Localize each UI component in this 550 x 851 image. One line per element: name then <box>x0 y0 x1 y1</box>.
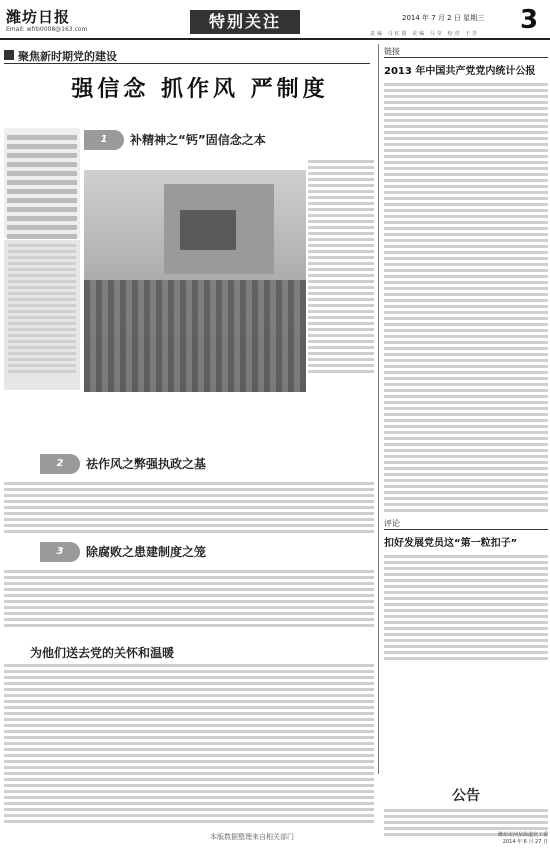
section-2-title: 祛作风之弊强执政之基 <box>86 457 207 471</box>
flag-icon <box>180 210 236 250</box>
page-header <box>0 0 550 40</box>
crowd-shape <box>84 280 306 392</box>
section-title: 特别关注 <box>190 10 300 34</box>
bottom-article-title: 为他们送去党的关怀和温暖 <box>30 646 175 660</box>
section-1-body-col3 <box>308 160 374 376</box>
section-3-title: 除腐败之患建制度之笼 <box>86 545 207 559</box>
header-email: Email: wfrb0008@163.com <box>6 26 88 33</box>
notice-signature: 潍坊市河东街道党工委 2014 年 6 月 27 日 <box>497 832 548 845</box>
bottom-article-body <box>4 664 374 826</box>
notice-box <box>384 785 548 845</box>
section-1-badge: 1 <box>84 130 124 150</box>
theme-square-icon <box>4 50 14 60</box>
staff-credits: 责编 马红霞 美编 马莹 校对 于芳 <box>370 31 479 37</box>
section-1-title: 补精神之“钙”固信念之本 <box>130 133 266 147</box>
section-3-header <box>40 540 370 566</box>
page-number: 3 <box>520 5 539 35</box>
comment-section-label: 评论 <box>384 518 548 530</box>
intro-box <box>4 128 80 238</box>
main-headline: 强信念 抓作风 严制度 <box>71 76 329 102</box>
theme-bar <box>4 48 370 64</box>
section-3-badge: 3 <box>40 542 80 562</box>
section-1-header <box>84 128 374 154</box>
theme-text: 聚焦新时期党的建设 <box>18 50 117 63</box>
column-divider <box>378 44 379 774</box>
newspaper-logo: 潍坊日报 <box>6 8 71 26</box>
issue-date: 2014 年 7 月 2 日 星期三 <box>402 14 485 22</box>
left-column-text <box>4 240 80 390</box>
article-photo <box>84 170 306 392</box>
section-2-body <box>4 482 374 536</box>
statistics-report-title: 2013 年中国共产党党内统计公报 <box>384 66 536 77</box>
notice-title: 公告 <box>452 788 480 804</box>
footer-note: 本版数据整理来自相关部门 <box>210 833 294 841</box>
link-section-label: 链接 <box>384 46 548 58</box>
section-2-badge: 2 <box>40 454 80 474</box>
section-3-body <box>4 570 374 630</box>
comment-title: 扣好发展党员这“第一粒扣子” <box>384 538 518 549</box>
right-column <box>384 46 548 663</box>
section-2-header <box>40 452 370 478</box>
